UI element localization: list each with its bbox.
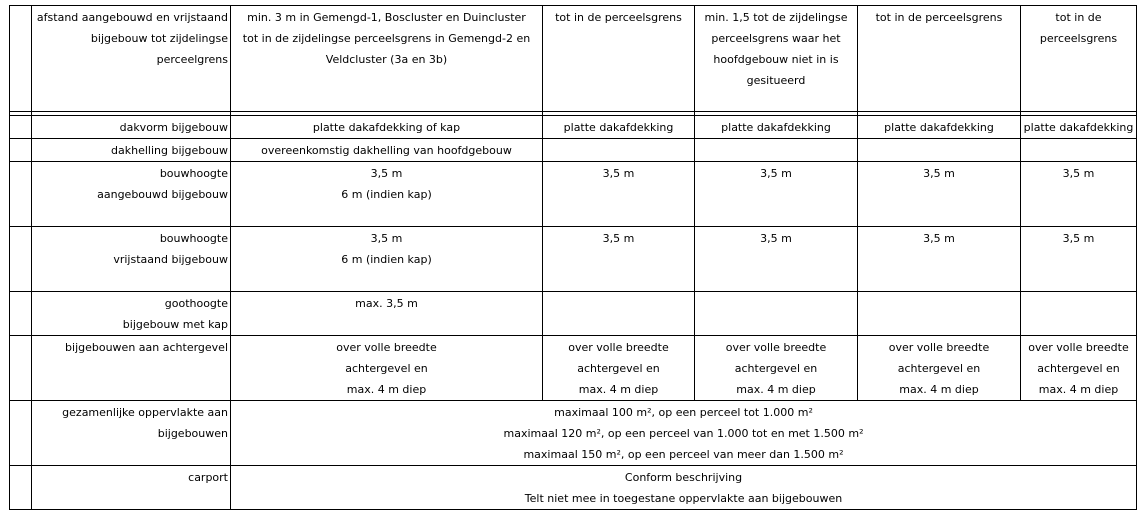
row-marker	[10, 139, 32, 162]
cell-oppervlakte-merged: maximaal 100 m², op een perceel tot 1.000 m² maximaal 120 m², op een perceel van 1.000 tot en met 1.500 m² maximaal 150 m², op een perceel van meer dan 1.500 m²	[231, 401, 1137, 466]
cell-goothoogte-col4	[858, 292, 1021, 336]
cell-afstand-col2: tot in de perceelsgrens	[543, 6, 695, 112]
label-achtergevel: bijgebouwen aan achtergevel	[32, 336, 231, 401]
cell-bouwhoogte-aangebouwd-col3: 3,5 m	[695, 162, 858, 227]
row-marker	[10, 401, 32, 466]
row-carport	[10, 466, 1137, 510]
row-marker	[10, 227, 32, 292]
cell-carport-merged: Conform beschrijving Telt niet mee in toegestane oppervlakte aan bijgebouwen	[231, 466, 1137, 510]
label-bouwhoogte-vrijstaand: bouwhoogte vrijstaand bijgebouw	[32, 227, 231, 292]
row-afstand	[10, 6, 1137, 112]
row-achtergevel	[10, 336, 1137, 401]
cell-bouwhoogte-vrijstaand-col2: 3,5 m	[543, 227, 695, 292]
cell-afstand-col3: min. 1,5 tot de zijdelingse perceelsgrens waar het hoofdgebouw niet in is gesitueerd	[695, 6, 858, 112]
row-marker	[10, 116, 32, 139]
cell-achtergevel-col2: over volle breedte achtergevel en max. 4 m diep	[543, 336, 695, 401]
cell-dakvorm-col3: platte dakafdekking	[695, 116, 858, 139]
cell-afstand-col1: min. 3 m in Gemengd-1, Boscluster en Duincluster tot in de zijdelingse perceelsgrens in Gemengd-2 en Veldcluster (3a en 3b)	[231, 6, 543, 112]
cell-afstand-col4: tot in de perceelsgrens	[858, 6, 1021, 112]
row-bouwhoogte-aangebouwd	[10, 162, 1137, 227]
cell-achtergevel-col4: over volle breedte achtergevel en max. 4 m diep	[858, 336, 1021, 401]
cell-dakhelling-col1: overeenkomstig dakhelling van hoofdgebouw	[231, 139, 543, 162]
cell-dakhelling-col3	[695, 139, 858, 162]
cell-achtergevel-col5: over volle breedte achtergevel en max. 4 m diep	[1021, 336, 1137, 401]
row-goothoogte	[10, 292, 1137, 336]
cell-dakvorm-col2: platte dakafdekking	[543, 116, 695, 139]
row-marker	[10, 466, 32, 510]
cell-goothoogte-col3	[695, 292, 858, 336]
row-bouwhoogte-vrijstaand	[10, 227, 1137, 292]
cell-dakvorm-col1: platte dakafdekking of kap	[231, 116, 543, 139]
cell-bouwhoogte-vrijstaand-col1: 3,5 m 6 m (indien kap)	[231, 227, 543, 292]
cell-dakhelling-col2	[543, 139, 695, 162]
cell-bouwhoogte-vrijstaand-col5: 3,5 m	[1021, 227, 1137, 292]
cell-bouwhoogte-vrijstaand-col4: 3,5 m	[858, 227, 1021, 292]
cell-achtergevel-col3: over volle breedte achtergevel en max. 4 m diep	[695, 336, 858, 401]
label-bouwhoogte-aangebouwd: bouwhoogte aangebouwd bijgebouw	[32, 162, 231, 227]
row-marker	[10, 336, 32, 401]
label-oppervlakte: gezamenlijke oppervlakte aan bijgebouwen	[32, 401, 231, 466]
cell-goothoogte-col2	[543, 292, 695, 336]
row-oppervlakte	[10, 401, 1137, 466]
cell-dakvorm-col5: platte dakafdekking	[1021, 116, 1137, 139]
row-dakvorm	[10, 116, 1137, 139]
cell-dakhelling-col5	[1021, 139, 1137, 162]
row-marker	[10, 6, 32, 112]
cell-dakhelling-col4	[858, 139, 1021, 162]
row-marker	[10, 162, 32, 227]
label-dakvorm: dakvorm bijgebouw	[32, 116, 231, 139]
regulations-table	[9, 5, 1137, 510]
cell-bouwhoogte-vrijstaand-col3: 3,5 m	[695, 227, 858, 292]
label-afstand: afstand aangebouwd en vrijstaand bijgebouw tot zijdelingse perceelgrens	[32, 6, 231, 112]
cell-bouwhoogte-aangebouwd-col5: 3,5 m	[1021, 162, 1137, 227]
cell-bouwhoogte-aangebouwd-col2: 3,5 m	[543, 162, 695, 227]
label-carport: carport	[32, 466, 231, 510]
cell-goothoogte-col5	[1021, 292, 1137, 336]
cell-goothoogte-col1: max. 3,5 m	[231, 292, 543, 336]
row-dakhelling	[10, 139, 1137, 162]
cell-achtergevel-col1: over volle breedte achtergevel en max. 4 m diep	[231, 336, 543, 401]
cell-dakvorm-col4: platte dakafdekking	[858, 116, 1021, 139]
label-goothoogte: goothoogte bijgebouw met kap	[32, 292, 231, 336]
cell-bouwhoogte-aangebouwd-col4: 3,5 m	[858, 162, 1021, 227]
cell-afstand-col5: tot in de perceelsgrens	[1021, 6, 1137, 112]
row-marker	[10, 292, 32, 336]
cell-bouwhoogte-aangebouwd-col1: 3,5 m 6 m (indien kap)	[231, 162, 543, 227]
label-dakhelling: dakhelling bijgebouw	[32, 139, 231, 162]
